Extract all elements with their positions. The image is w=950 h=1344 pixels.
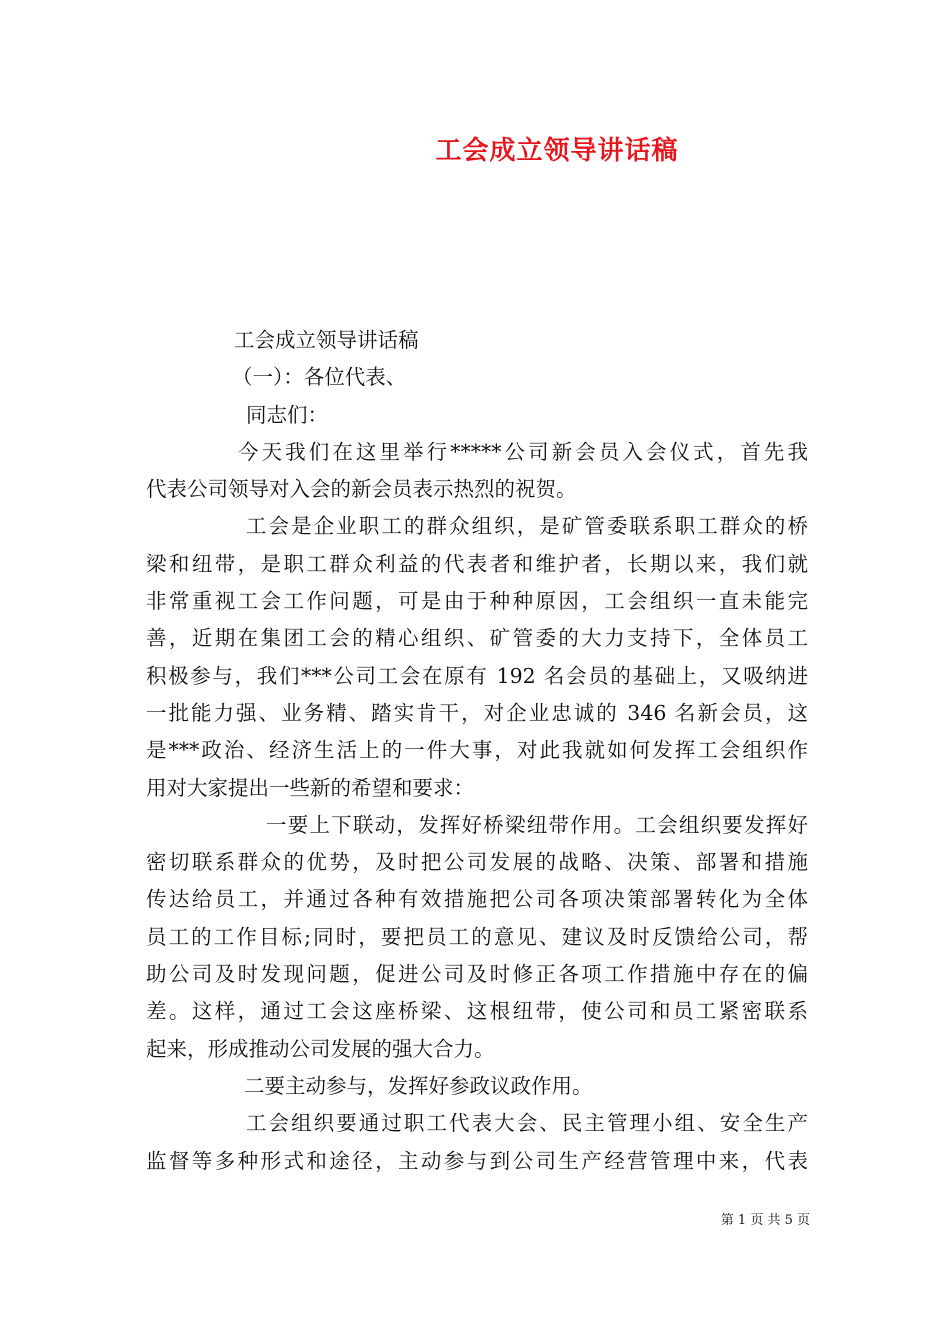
paragraph-line: 传达给员工，并通过各种有效措施把公司各项决策部署转化为全体 <box>146 887 808 912</box>
paragraph-line: 非常重视工会工作问题，可是由于种种原因，工会组织一直未能完 <box>146 589 808 614</box>
paragraph-1 <box>146 434 808 509</box>
paragraph-line: 员工的工作目标;同时，要把员工的意见、建议及时反馈给公司，帮 <box>146 924 808 949</box>
document-title: 工会成立领导讲话稿 <box>435 136 679 166</box>
paragraph-line: 积极参与，我们***公司工会在原有 192 名会员的基础上，又吸纳进 <box>146 663 808 688</box>
paragraph-line: 一要上下联动，发挥好桥梁纽带作用。工会组织要发挥好 <box>266 812 808 837</box>
paragraph-line: 用对大家提出一些新的希望和要求： <box>146 775 474 800</box>
paragraph-line: 起来，形成推动公司发展的强大合力。 <box>146 1036 495 1061</box>
document-body <box>146 322 808 1180</box>
paragraph-3 <box>146 807 808 1068</box>
paragraph-5 <box>146 1105 808 1180</box>
paragraph-line: 监督等多种形式和途径，主动参与到公司生产经营管理中来，代表 <box>146 1148 808 1173</box>
opening-line: （一）：各位代表、 <box>232 365 407 390</box>
paragraph-2 <box>146 508 808 806</box>
paragraph-line: 代表公司领导对入会的新会员表示热烈的祝贺。 <box>146 477 577 502</box>
paragraph-line: 工会是企业职工的群众组织，是矿管委联系职工群众的桥 <box>246 514 808 539</box>
paragraph-line: 今天我们在这里举行*****公司新会员入会仪式，首先我 <box>238 439 808 464</box>
paragraph-line: 工会组织要通过职工代表大会、民主管理小组、安全生产 <box>246 1111 808 1136</box>
paragraph-line: 助公司及时发现问题，促进公司及时修正各项工作措施中存在的偏 <box>146 962 808 987</box>
paragraph-line: 差。这样，通过工会这座桥梁、这根纽带，使公司和员工紧密联系 <box>146 999 808 1024</box>
salutation-line: 同志们： <box>246 402 328 427</box>
page-number: 第 1 页 共 5 页 <box>720 1213 810 1228</box>
paragraph-line: 梁和纽带，是职工群众利益的代表者和维护者，长期以来，我们就 <box>146 551 808 576</box>
paragraph-4: 二要主动参与，发挥好参政议政作用。 <box>244 1073 593 1098</box>
paragraph-line: 是***政治、经济生活上的一件大事，对此我就如何发挥工会组织作 <box>146 738 808 763</box>
paragraph-line: 善，近期在集团工会的精心组织、矿管委的大力支持下，全体员工 <box>146 626 808 651</box>
paragraph-line: 一批能力强、业务精、踏实肯干，对企业忠诚的 346 名新会员，这 <box>146 700 808 725</box>
paragraph-line: 密切联系群众的优势，及时把公司发展的战略、决策、部署和措施 <box>146 850 808 875</box>
document-heading: 工会成立领导讲话稿 <box>234 328 419 352</box>
